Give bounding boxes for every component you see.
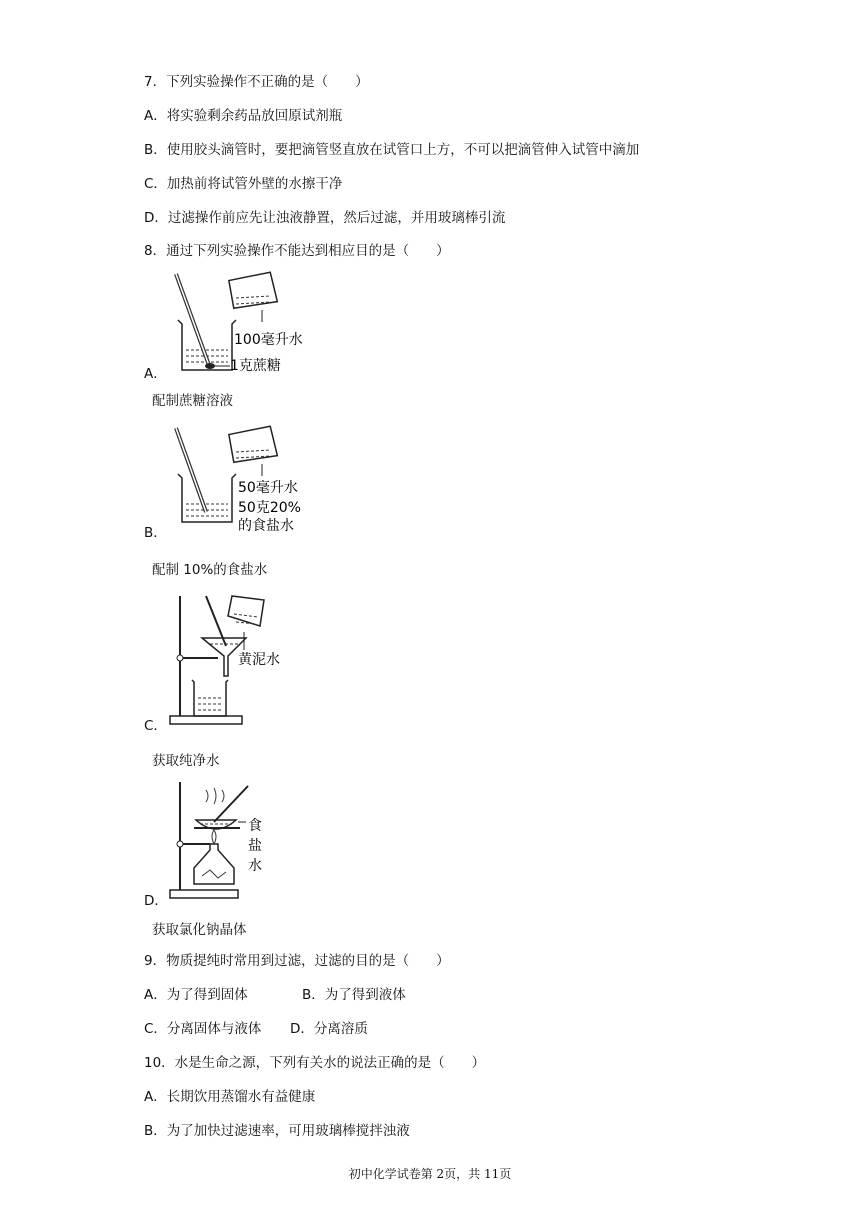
q7-stem: 7．下列实验操作不正确的是（ ） [144, 74, 369, 90]
q8-stem: 8．通过下列实验操作不能达到相应目的是（ ） [144, 243, 450, 259]
q10-stem: 10．水是生命之源，下列有关水的说法正确的是（ ） [144, 1055, 486, 1071]
q8-option-c-letter: C． [144, 718, 167, 734]
fig-a-water-label: 100毫升水 [234, 332, 303, 348]
q10-option-b: B．为了加快过滤速率，可用玻璃棒搅拌浊液 [144, 1123, 410, 1139]
figure-c-filtration [166, 592, 296, 728]
q9-option-c: C．分离固体与液体 [144, 1021, 262, 1037]
q9-option-a: A．为了得到固体 [144, 987, 248, 1003]
q9-option-d: D．分离溶质 [290, 1021, 368, 1037]
q7-option-a: A．将实验剩余药品放回原试剂瓶 [144, 108, 343, 124]
q10-option-a: A．长期饮用蒸馏水有益健康 [144, 1089, 316, 1105]
fig-c-mud-water-label: 黄泥水 [238, 652, 280, 668]
q9-stem: 9．物质提纯时常用到过滤，过滤的目的是（ ） [144, 953, 450, 969]
fig-d-label-2: 盐 [248, 838, 262, 854]
q8-option-a-letter: A． [144, 366, 167, 382]
q8-option-b-caption: 配制 10%的食盐水 [152, 562, 268, 578]
q7-option-c: C．加热前将试管外壁的水擦干净 [144, 176, 343, 192]
fig-b-salt-label-1: 50克20% [238, 500, 301, 516]
q8-option-a-caption: 配制蔗糖溶液 [152, 393, 233, 409]
fig-b-salt-label-2: 的食盐水 [238, 518, 294, 534]
fig-b-water-label: 50毫升水 [238, 480, 298, 496]
q9-option-b: B．为了得到液体 [302, 987, 406, 1003]
q7-option-d: D．过滤操作前应先让浊液静置，然后过滤，并用玻璃棒引流 [144, 210, 506, 226]
figure-b-beaker-saltwater [170, 424, 310, 536]
q8-option-c-caption: 获取纯净水 [152, 753, 220, 769]
fig-a-sugar-label: 1克蔗糖 [230, 358, 281, 374]
figure-d-evaporation [166, 780, 276, 902]
q8-option-d-caption: 获取氯化钠晶体 [152, 922, 247, 938]
q8-option-d-letter: D． [144, 893, 168, 909]
q8-option-b-letter: B． [144, 525, 167, 541]
figure-a-beaker-sugar [170, 270, 310, 380]
page-footer: 初中化学试卷第 2页，共 11页 [348, 1167, 512, 1181]
q7-option-b: B．使用胶头滴管时，要把滴管竖直放在试管口上方，不可以把滴管伸入试管中滴加 [144, 142, 640, 158]
fig-d-label-3: 水 [248, 858, 262, 874]
fig-d-label-1: 食 [248, 818, 262, 834]
